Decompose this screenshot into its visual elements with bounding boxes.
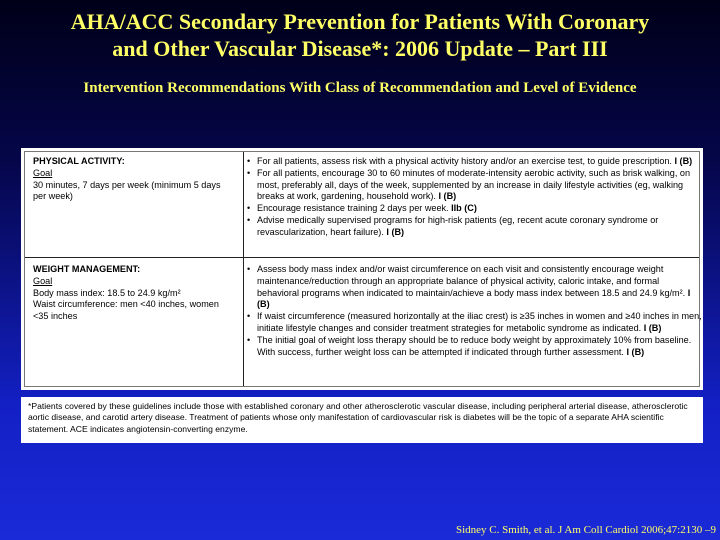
recommendations-table — [21, 148, 703, 390]
footnote-box — [21, 397, 703, 443]
weight-management-recommendations — [247, 264, 702, 358]
physical-activity-goal-text: 30 minutes, 7 days per week (minimum 5 days per week) — [33, 179, 221, 202]
recommendation-text: Advise medically supervised programs for high-risk patients (eg, recent acute coronary syndrome or revascularization, heart failure). — [257, 214, 659, 237]
title-line-2: and Other Vascular Disease*: 2006 Update – Part III — [112, 36, 608, 61]
class-of-recommendation: I (B) — [386, 226, 405, 237]
recommendation-text: For all patients, assess risk with a physical activity history and/or an exercise test, to guide prescription. — [257, 156, 672, 166]
recommendation-text: Assess body mass index and/or waist circumference on each visit and consistently encourage weight maintenance/reduction through an appropriate balance of physical activity, caloric intake, and formal behavioral programs when indicated to maintain/achieve a body mass index between 18.5 and 24.9 kg/m². — [257, 264, 686, 298]
physical-activity-heading: PHYSICAL ACTIVITY: — [33, 156, 125, 166]
bmi-goal-text: Body mass index: 18.5 to 24.9 kg/m² — [33, 287, 181, 298]
class-of-recommendation: I (B) — [438, 191, 457, 202]
recommendation-bullet — [247, 168, 702, 203]
recommendation-bullet — [247, 203, 702, 215]
recommendation-text: Encourage resistance training 2 days per week. — [257, 203, 449, 214]
slide-subtitle: Intervention Recommendations With Class of Recommendation and Level of Evidence — [83, 80, 637, 96]
weight-management-goal-label: Goal — [33, 275, 53, 286]
recommendation-bullet — [247, 311, 702, 335]
physical-activity-recommendations — [247, 156, 702, 239]
column-divider — [243, 152, 244, 386]
recommendation-bullet — [247, 335, 702, 359]
weight-management-goal-cell — [33, 264, 233, 323]
recommendation-bullet — [247, 264, 702, 311]
waist-goal-text: Waist circumference: men <40 inches, women <35 inches — [33, 299, 219, 322]
weight-management-heading: WEIGHT MANAGEMENT: — [33, 264, 141, 274]
recommendation-text: The initial goal of weight loss therapy should be to reduce body weight by approximately 10% from baseline. With success, further weight loss can be attempted if indicated through further assessment. — [257, 334, 692, 357]
recommendation-text: If waist circumference (measured horizontally at the iliac crest) is ≥35 inches in women and ≥40 inches in men, initiate lifestyle changes and consider treatment strategies for metabolic syndrome as indicated. — [257, 311, 702, 333]
class-of-recommendation: I (B) — [257, 287, 691, 310]
recommendation-bullet — [247, 215, 702, 239]
physical-activity-goal-cell — [33, 156, 233, 203]
class-of-recommendation: I (B) — [626, 346, 645, 357]
recommendation-text: For all patients, encourage 30 to 60 minutes of moderate-intensity aerobic activity, such as brisk walking, on most, preferably all, days of the week, supplemented by an increase in daily lifestyle activities (eg, walking breaks at work, gardening, household work). — [257, 167, 691, 202]
slide-title — [0, 8, 720, 62]
title-line-1: AHA/ACC Secondary Prevention for Patients With Coronary — [70, 9, 650, 34]
recommendation-bullet — [247, 156, 702, 168]
footnote-text: *Patients covered by these guidelines include those with established coronary and other atherosclerotic vascular disease, including peripheral arterial disease, atherosclerotic aortic disease, and carotid artery disease. Treatment of patients whose only manifestation of cardiovascular risk is diabetes will be the topic of a separate AHA scientific statement. ACE indicates angiotensin-converting enzyme. — [28, 401, 688, 434]
class-of-recommendation: I (B) — [643, 322, 662, 333]
physical-activity-goal-label: Goal — [33, 167, 53, 178]
row-divider — [25, 257, 699, 258]
class-of-recommendation: IIb (C) — [451, 203, 477, 214]
class-of-recommendation: I (B) — [674, 156, 693, 166]
table-frame — [24, 151, 700, 387]
citation: Sidney C. Smith, et al. J Am Coll Cardiol 2006;47:2130 –9 — [455, 524, 716, 536]
